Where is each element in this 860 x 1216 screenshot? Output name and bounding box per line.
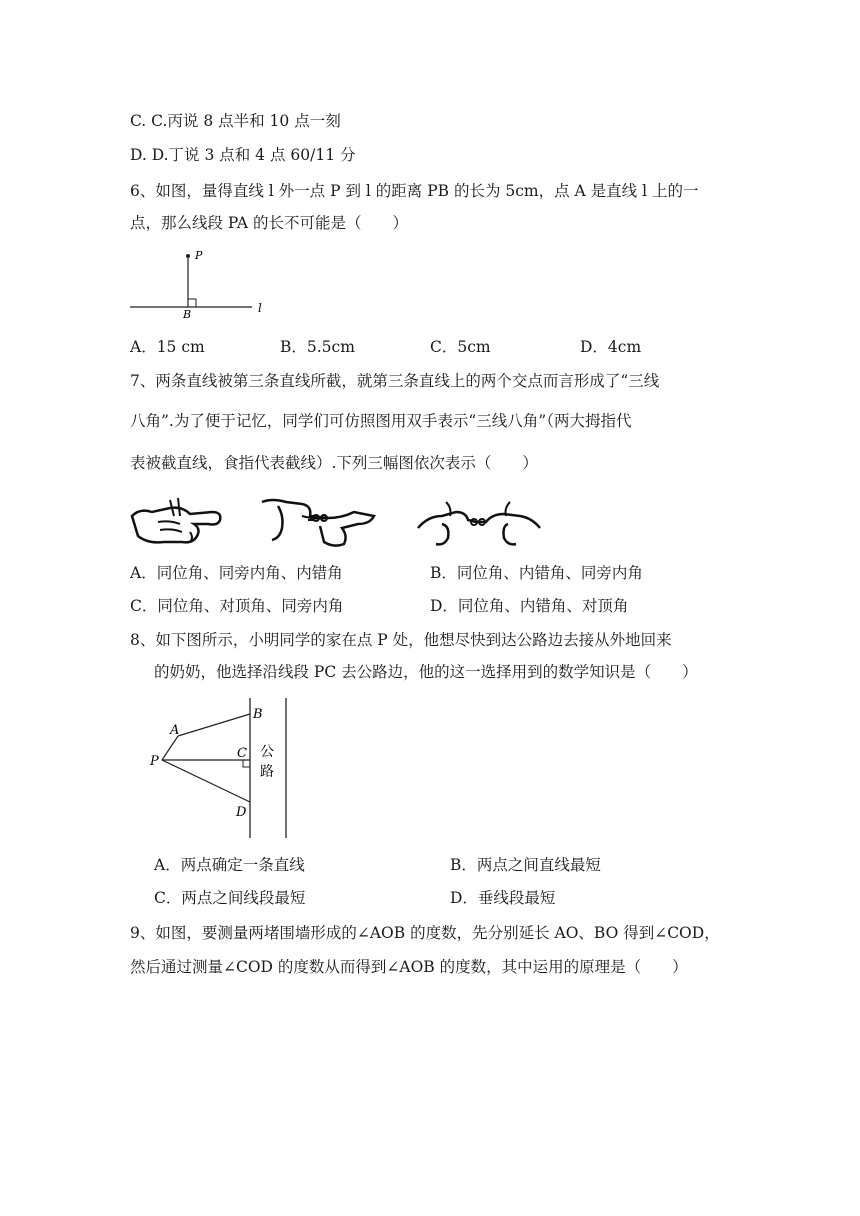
q6-stem-line2: 点，那么线段 PA 的长不可能是（ ） bbox=[130, 214, 409, 232]
label-a: A bbox=[170, 723, 180, 738]
q7-option-d: D．同位角、内错角、对顶角 bbox=[430, 597, 629, 615]
hand-figure-3 bbox=[416, 494, 542, 550]
q6-option-d: D．4cm bbox=[580, 338, 642, 356]
hand-figure-2 bbox=[258, 494, 378, 550]
point-p bbox=[186, 254, 190, 258]
label-road-2: 路 bbox=[260, 764, 274, 780]
hand-figure-1 bbox=[130, 494, 230, 550]
q7-option-c: C．同位角、对顶角、同旁内角 bbox=[130, 597, 344, 615]
label-c: C bbox=[237, 746, 247, 761]
segment-pd bbox=[162, 760, 250, 802]
q7-option-b: B．同位角、内错角、同旁内角 bbox=[430, 564, 643, 582]
label-p: P bbox=[150, 754, 159, 769]
label-road-1: 公 bbox=[260, 744, 274, 760]
q7-stem-line1: 7、两条直线被第三条直线所截，就第三条直线上的两个交点而言形成了“三线 bbox=[130, 372, 660, 390]
segment-pa bbox=[162, 736, 178, 760]
label-b: B bbox=[253, 707, 263, 722]
segment-ab bbox=[178, 714, 250, 736]
q8-stem-line2: 的奶奶，他选择沿线段 PC 去公路边，他的这一选择用到的数学知识是（ ） bbox=[154, 663, 698, 681]
q6-option-c: C．5cm bbox=[430, 338, 491, 356]
q9-stem-line2: 然后通过测量∠COD 的度数从而得到∠AOB 的度数，其中运用的原理是（ ） bbox=[130, 958, 688, 976]
q8-option-b: B．两点之间直线最短 bbox=[450, 856, 601, 874]
label-p: P bbox=[195, 249, 203, 262]
q5-option-d: D. D.丁说 3 点和 4 点 60/11 分 bbox=[130, 146, 356, 164]
q6-option-b: B．5.5cm bbox=[280, 338, 355, 356]
q8-option-c: C．两点之间线段最短 bbox=[154, 889, 306, 907]
right-angle-mark bbox=[188, 299, 196, 307]
label-b: B bbox=[183, 308, 192, 321]
q8-option-d: D．垂线段最短 bbox=[450, 889, 556, 907]
q8-figure bbox=[148, 696, 298, 842]
q9-stem-line1: 9、如图，要测量两堵围墙形成的∠AOB 的度数，先分别延长 AO、BO 得到∠COD， bbox=[130, 924, 720, 942]
right-angle-mark bbox=[243, 760, 250, 767]
label-d: D bbox=[236, 805, 247, 820]
label-l: l bbox=[258, 301, 262, 315]
q8-option-a: A．两点确定一条直线 bbox=[154, 856, 305, 874]
q6-figure bbox=[128, 246, 268, 322]
q7-stem-line2: 八角”.为了便于记忆，同学们可仿照图用双手表示“三线八角”（两大拇指代 bbox=[130, 412, 632, 430]
q7-option-a: A．同位角、同旁内角、内错角 bbox=[130, 564, 343, 582]
q6-stem-line1: 6、如图，量得直线 l 外一点 P 到 l 的距离 PB 的长为 5cm，点 A 是直线 l 上的一 bbox=[130, 182, 699, 200]
q6-option-a: A．15 cm bbox=[130, 338, 205, 356]
q8-stem-line1: 8、如下图所示，小明同学的家在点 P 处，他想尽快到达公路边去接从外地回来 bbox=[130, 631, 672, 649]
q5-option-c: C. C.丙说 8 点半和 10 点一刻 bbox=[130, 112, 341, 130]
q7-stem-line3: 表被截直线，食指代表截线）.下列三幅图依次表示（ ） bbox=[130, 454, 538, 472]
